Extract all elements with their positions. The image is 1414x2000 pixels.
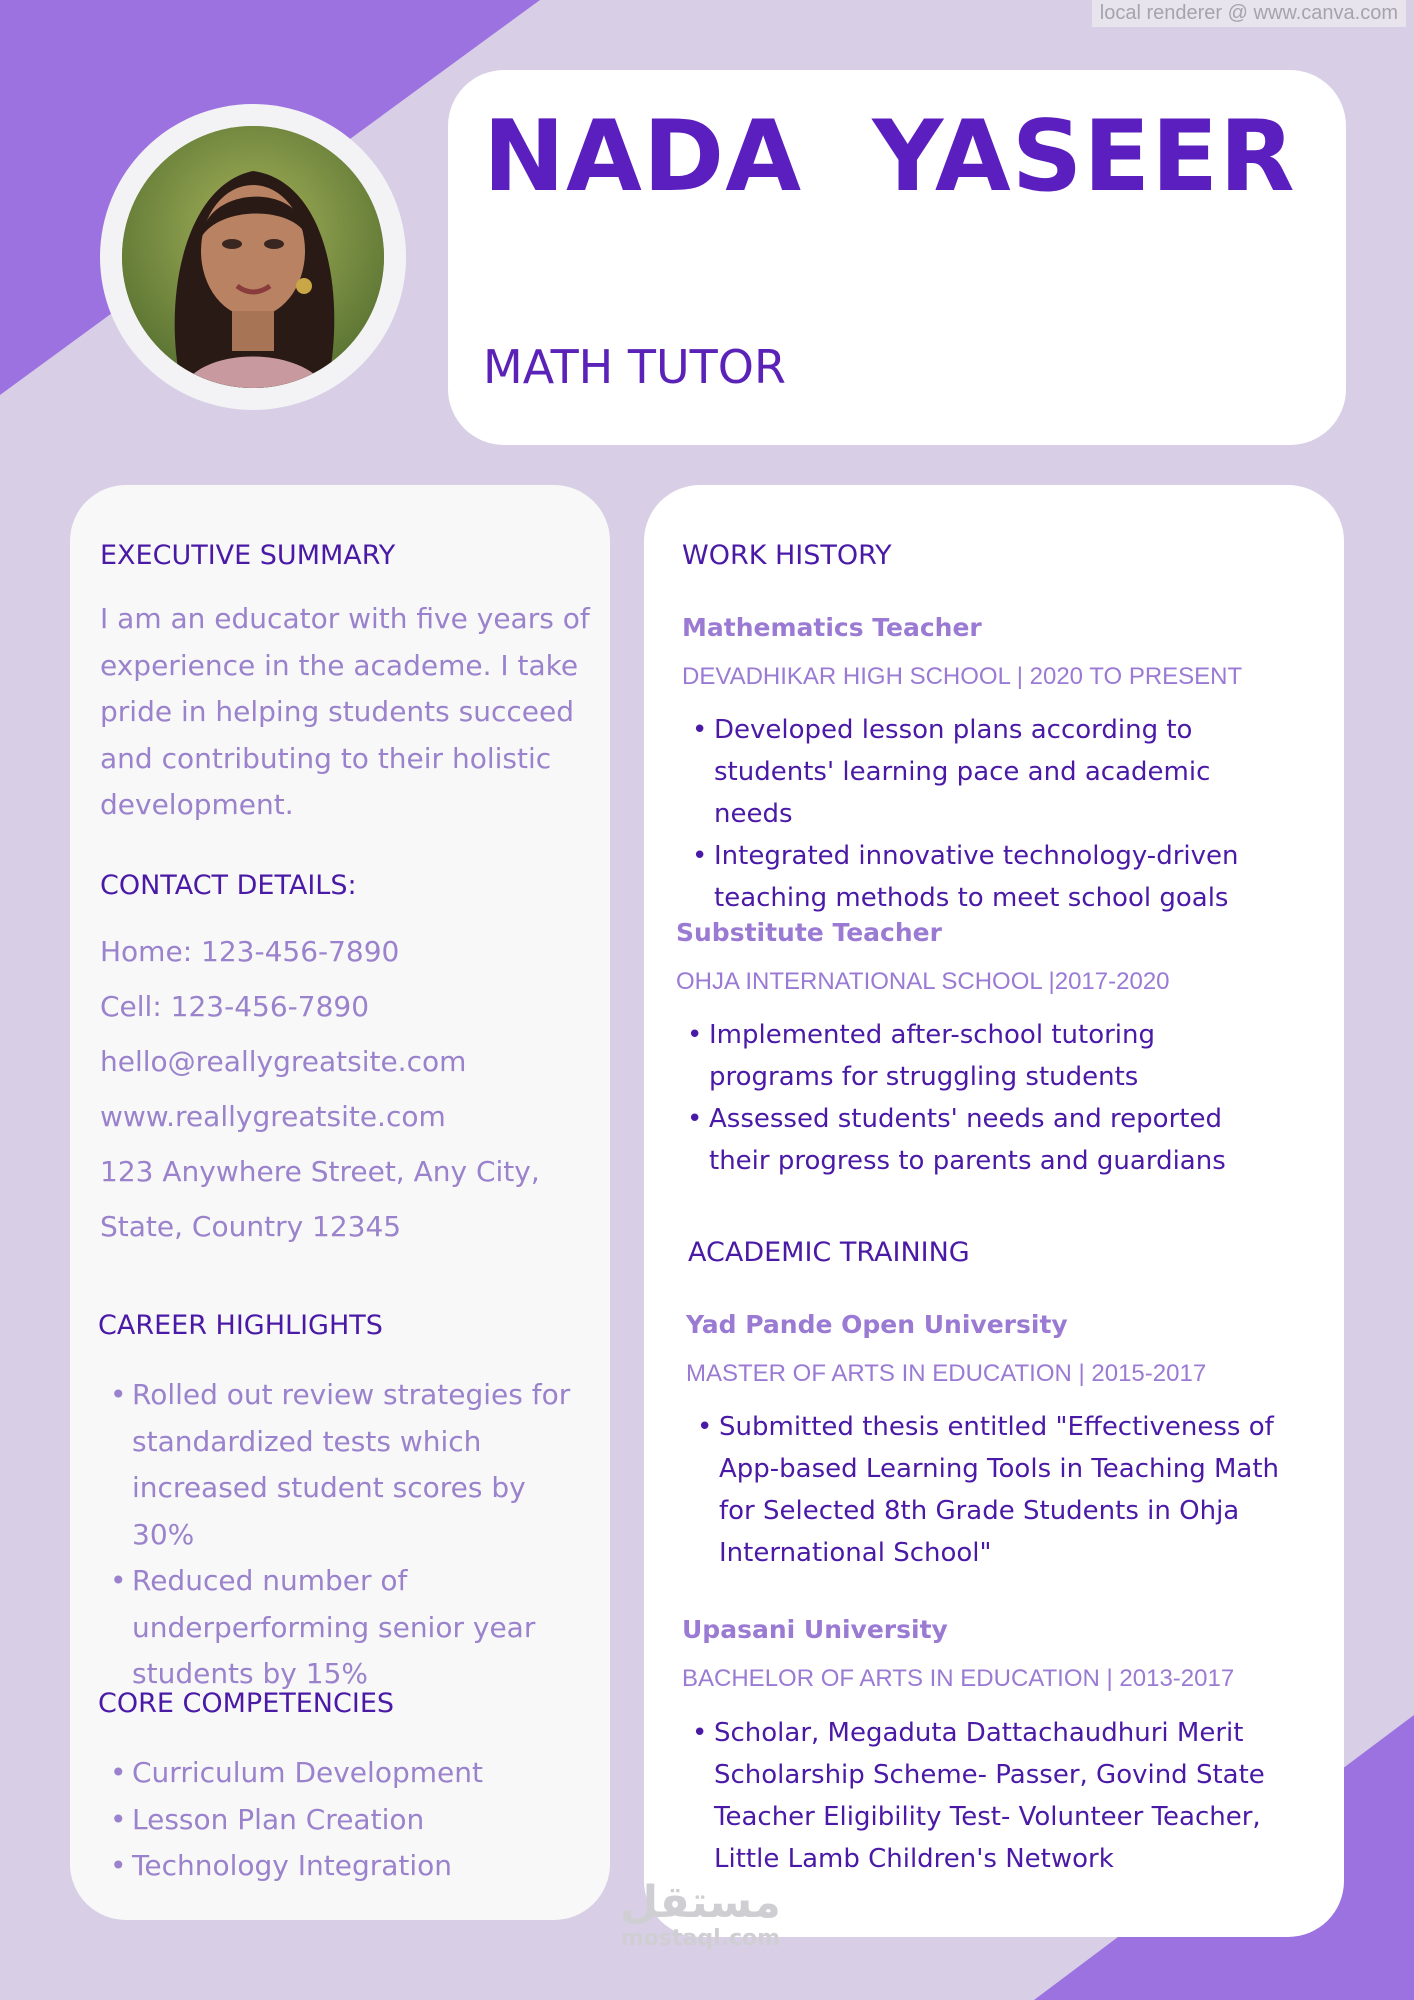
contact-cell: Cell: 123-456-7890 (100, 990, 370, 1023)
degree-bullets (697, 1406, 1287, 1574)
contact-address-line-2: State, Country 12345 (100, 1210, 402, 1243)
degree: BACHELOR OF ARTS IN EDUCATION | 2013-2017 (682, 1665, 1235, 1692)
list-item: • Integrated innovative technology-driven teaching methods to meet school goals (692, 835, 1292, 919)
job-employer: OHJA INTERNATIONAL SCHOOL |2017-2020 (676, 968, 1170, 995)
job-bullets (687, 1014, 1287, 1182)
candidate-name: NADA YASEER (483, 100, 1296, 214)
school-name: Upasani University (682, 1615, 948, 1644)
school-name: Yad Pande Open University (686, 1310, 1068, 1339)
career-highlights-heading: CAREER HIGHLIGHTS (98, 1310, 383, 1341)
job-bullets (692, 709, 1292, 919)
degree-bullets (692, 1712, 1287, 1880)
executive-summary-text: I am an educator with five years of experience in the academe. I take pride in helping students succeed and contributing to their holistic development. (100, 602, 590, 821)
job-employer: DEVADHIKAR HIGH SCHOOL | 2020 TO PRESENT (682, 663, 1243, 690)
contact-website[interactable]: www.reallygreatsite.com (100, 1100, 446, 1133)
watermark-arabic: مستقل (620, 1877, 781, 1928)
degree: MASTER OF ARTS IN EDUCATION | 2015-2017 (686, 1360, 1207, 1387)
list-item: • Rolled out review strategies for standardized tests which increased student scores by 30% (110, 1372, 590, 1558)
list-item: • Scholar, Megaduta Dattachaudhuri Merit Scholarship Scheme- Passer, Govind State Teacher Eligibility Test- Volunteer Teacher, Little Lamb Children's Network (692, 1712, 1287, 1880)
list-item: • Reduced number of underperforming senior year students by 15% (110, 1558, 590, 1698)
contact-address-line-1: 123 Anywhere Street, Any City, (100, 1155, 540, 1188)
list-item: • Technology Integration (110, 1843, 590, 1890)
job-role: MATH TUTOR (483, 340, 786, 394)
list-item: • Lesson Plan Creation (110, 1797, 590, 1844)
list-item: • Curriculum Development (110, 1750, 590, 1797)
renderer-watermark: local renderer @ www.canva.com (1092, 0, 1406, 27)
contact-heading: CONTACT DETAILS: (100, 870, 357, 901)
job-title: Substitute Teacher (676, 918, 942, 947)
mostaql-watermark (620, 1877, 781, 1951)
watermark-latin: mostaql.com (620, 1926, 781, 1951)
contact-home: Home: 123-456-7890 (100, 935, 400, 968)
core-competencies-list (110, 1750, 590, 1890)
list-item: • Implemented after-school tutoring programs for struggling students (687, 1014, 1287, 1098)
executive-summary-heading: EXECUTIVE SUMMARY (100, 540, 396, 571)
contact-email[interactable]: hello@reallygreatsite.com (100, 1045, 467, 1078)
profile-photo (122, 126, 384, 388)
work-history-heading: WORK HISTORY (682, 540, 892, 571)
academic-training-heading: ACADEMIC TRAINING (688, 1237, 970, 1268)
core-competencies-heading: CORE COMPETENCIES (98, 1688, 395, 1719)
list-item: • Developed lesson plans according to students' learning pace and academic needs (692, 709, 1292, 835)
career-highlights-list (110, 1372, 590, 1698)
list-item: • Submitted thesis entitled "Effectiveness of App-based Learning Tools in Teaching Math for Selected 8th Grade Students in Ohja International School" (697, 1406, 1287, 1574)
job-title: Mathematics Teacher (682, 613, 982, 642)
list-item: • Assessed students' needs and reported their progress to parents and guardians (687, 1098, 1287, 1182)
